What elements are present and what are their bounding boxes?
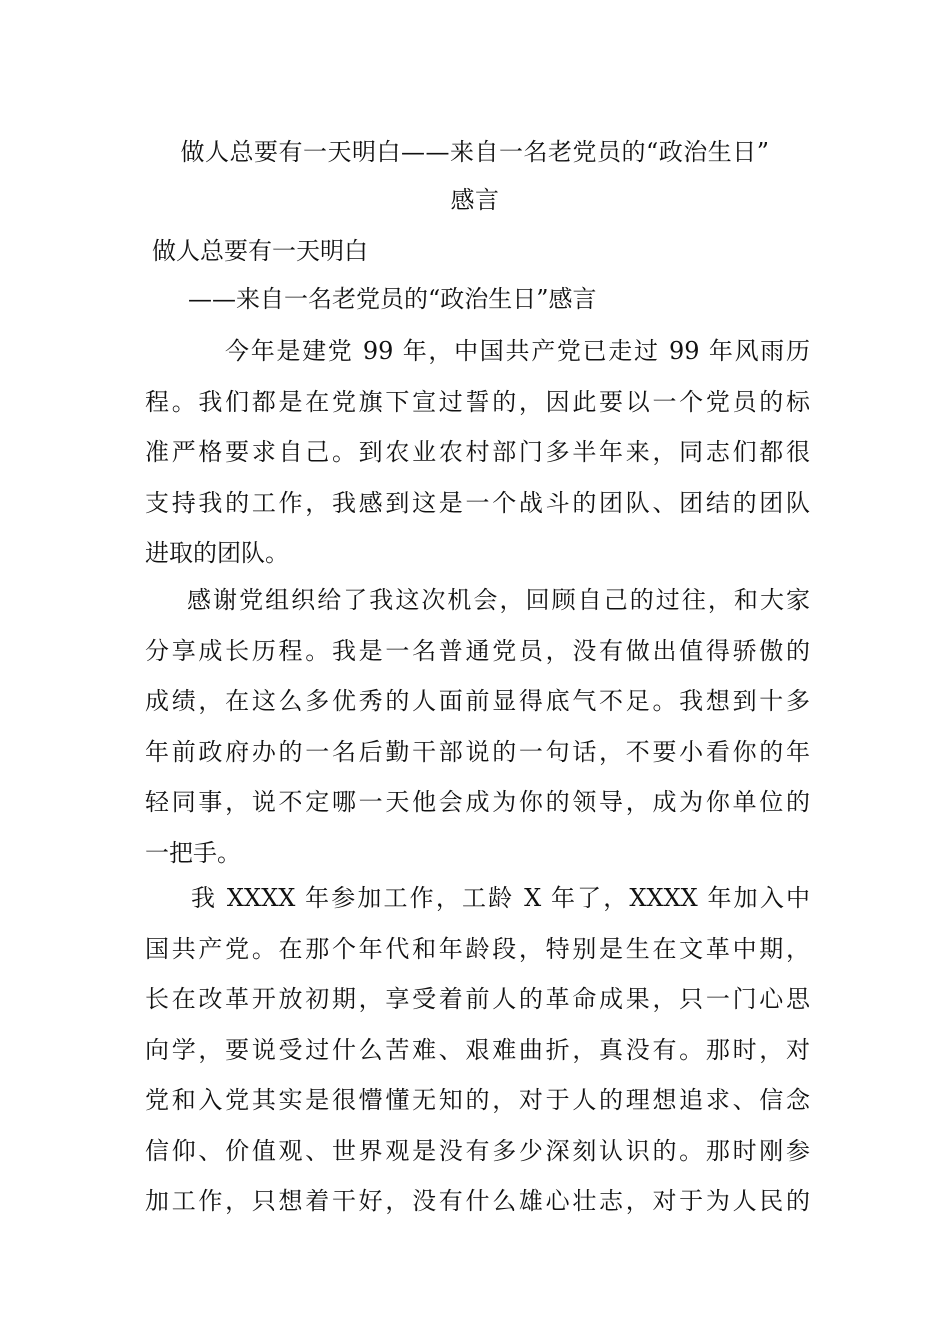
text-line: 进取的团队。 bbox=[145, 539, 289, 567]
text-line: 支持我的工作，我感到这是一个战斗的团队、团结的团队 bbox=[145, 488, 810, 517]
title-line: 做人总要有一天明白——来自一名老党员的“政治生日” bbox=[180, 138, 770, 166]
text-line: 向学，要说受过什么苦难、艰难曲折，真没有。那时，对 bbox=[145, 1035, 810, 1064]
paragraph-1 bbox=[145, 326, 810, 579]
text-line: 国共产党。在那个年代和年龄段，特别是生在文革中期， bbox=[145, 934, 810, 963]
text-line: 今年是建党 99 年，中国共产党已走过 99 年风雨历 bbox=[225, 337, 810, 365]
text-line: 程。我们都是在党旗下宣过誓的，因此要以一个党员的标 bbox=[145, 387, 810, 416]
text-line: 长在改革开放初期，享受着前人的革命成果，只一门心思 bbox=[145, 985, 810, 1013]
document-title bbox=[145, 128, 805, 224]
text-line: 党和入党其实是很懵懂无知的，对于人的理想追求、信念 bbox=[145, 1086, 810, 1114]
text-line: 感谢党组织给了我这次机会，回顾自己的过往，和大家 bbox=[187, 586, 810, 614]
subtitle-2: ——来自一名老党员的“政治生日”感言 bbox=[188, 285, 597, 313]
text-line: 分享成长历程。我是一名普通党员，没有做出值得骄傲的 bbox=[145, 636, 810, 665]
text-line: 成绩，在这么多优秀的人面前显得底气不足。我想到十多 bbox=[145, 687, 810, 715]
text-line: 年前政府办的一名后勤干部说的一句话，不要小看你的年 bbox=[145, 737, 810, 766]
title-line: 感言 bbox=[450, 186, 500, 214]
paragraph-3 bbox=[145, 873, 810, 1227]
text-line: 信仰、价值观、世界观是没有多少深刻认识的。那时刚参 bbox=[145, 1136, 810, 1165]
text-line: 一把手。 bbox=[145, 838, 241, 867]
text-line: 我 XXXX 年参加工作，工龄 X 年了，XXXX 年加入中 bbox=[191, 884, 810, 912]
text-line: 轻同事，说不定哪一天他会成为你的领导，成为你单位的 bbox=[145, 788, 810, 816]
text-line: 加工作，只想着干好，没有什么雄心壮志，对于为人民的 bbox=[145, 1187, 810, 1215]
text-line: 准严格要求自己。到农业农村部门多半年来，同志们都很 bbox=[145, 438, 810, 466]
subtitle: 做人总要有一天明白 bbox=[152, 237, 368, 265]
paragraph-2 bbox=[145, 575, 810, 878]
